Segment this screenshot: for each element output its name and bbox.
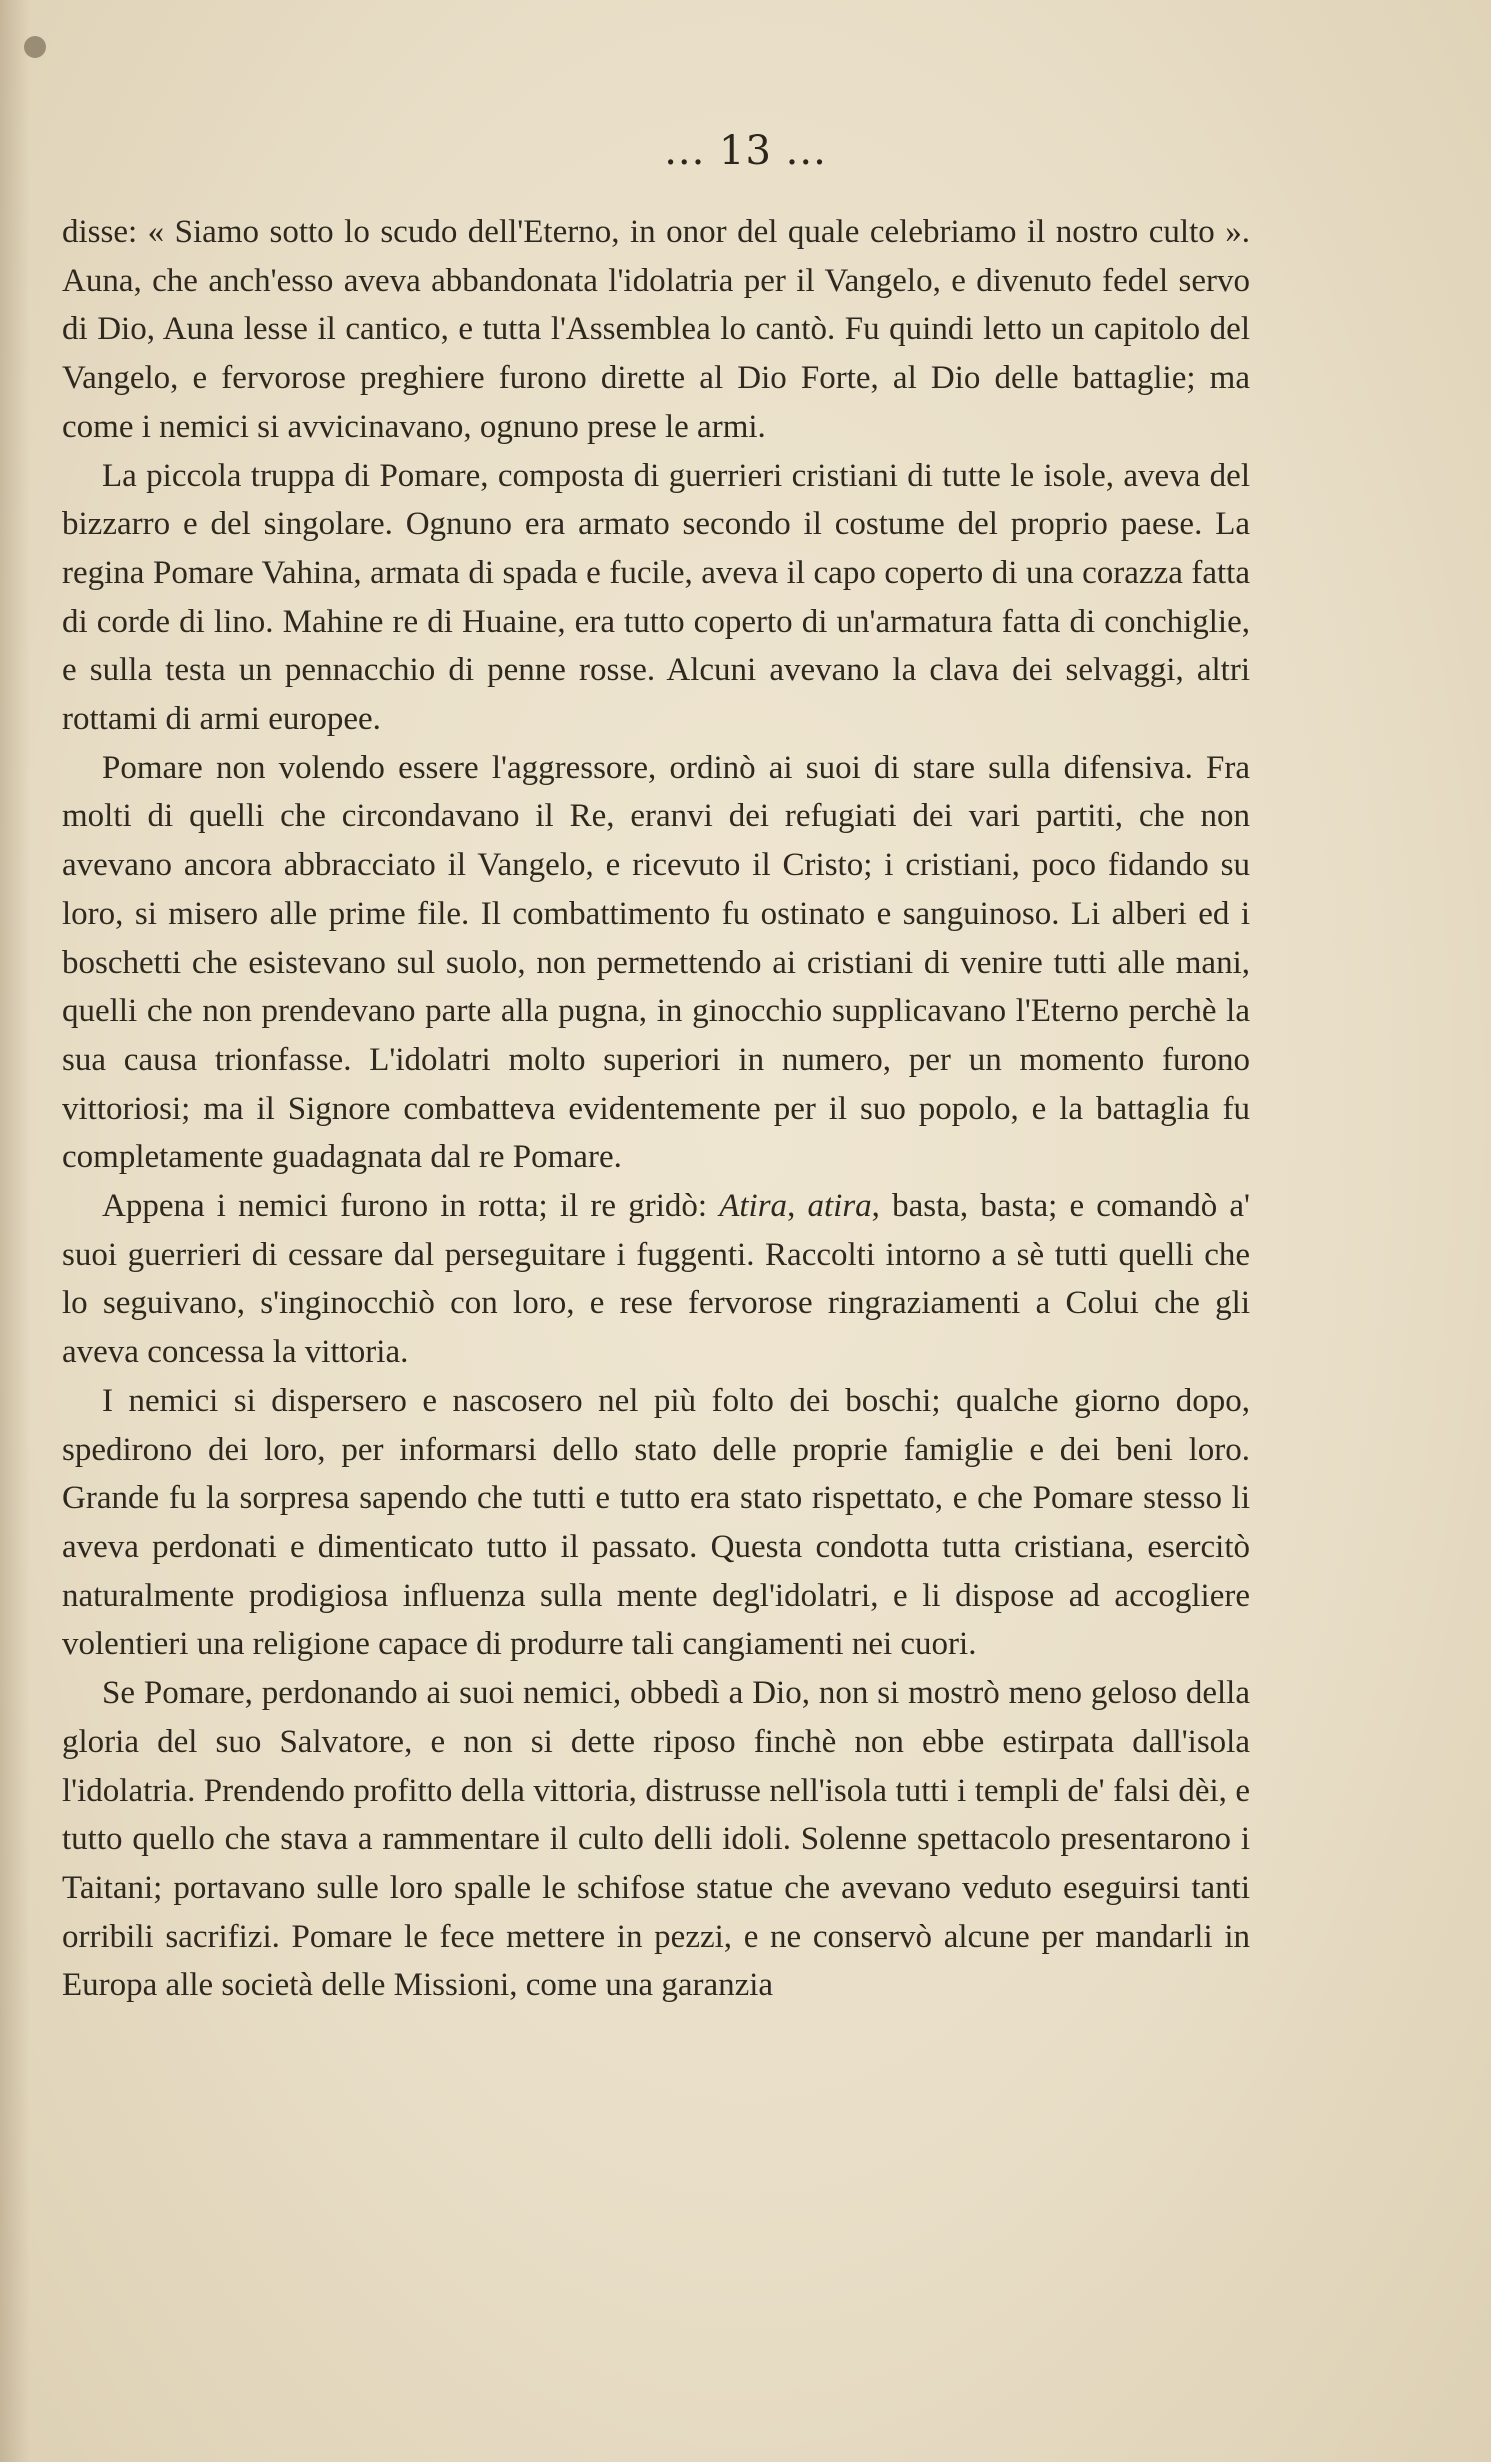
- paragraph-4-text-after: , basta, basta; e comandò a' suoi guerrieri di cessare dal perseguitare i fuggenti. Raccolti intorno a sè tutti quelli che lo seguivano, s'inginocchiò con loro, e rese fervorose ringraziamenti a Colui che gli aveva concessa la vittoria.: [62, 1188, 1251, 1371]
- exclamation-atira-2: atira: [807, 1188, 872, 1225]
- paragraph-5: I nemici si dispersero e nascosero nel più folto dei boschi; qualche giorno dopo, spedirono dei loro, per informarsi dello stato delle proprie famiglie e dei beni loro. Grande fu la sorpresa sapendo che tutti e tutto era stato rispettato, e che Pomare stesso li aveva perdonati e dimenticato tutto il passato. Questa condotta tutta cristiana, esercitò naturalmente prodigiosa influenza sulla mente degl'idolatri, e li dispose ad accogliere volentieri una religione capace di produrre tali cangiamenti nei cuori.: [62, 1382, 1250, 1663]
- paragraph-4-separator: ,: [787, 1188, 808, 1225]
- binding-shadow: [0, 0, 30, 2462]
- body-text: [62, 208, 1250, 2010]
- paragraph-2: La piccola truppa di Pomare, composta di guerrieri cristiani di tutte le isole, aveva del bizzarro e del singolare. Ognuno era armato secondo il costume del proprio paese. La regina Pomare Vahina, armata di spada e fucile, aveva il capo coperto di una corazza fatta di corde di lino. Mahine re di Huaine, era tutto coperto di un'armatura fatta di conchiglie, e sulla testa un pennacchio di penne rosse. Alcuni avevano la clava dei selvaggi, altri rottami di armi europee.: [62, 457, 1250, 738]
- paragraph-4-text-before: Appena i nemici furono in rotta; il re gridò:: [102, 1188, 720, 1225]
- ink-spot: [24, 36, 46, 58]
- paragraph-4: [62, 1182, 1250, 1377]
- exclamation-atira-1: Atira: [719, 1188, 788, 1225]
- paragraph-3: Pomare non volendo essere l'aggressore, ordinò ai suoi di stare sulla difensiva. Fra molti di quelli che circondavano il Re, eranvi dei refugiati dei vari partiti, che non avevano ancora abbracciato il Vangelo, e ricevuto il Cristo; i cristiani, poco fidando su loro, si misero alle prime file. Il combattimento fu ostinato e sanguinoso. Li alberi ed i boschetti che esistevano sul suolo, non permettendo ai cristiani di venire tutti alle mani, quelli che non prendevano parte alla pugna, in ginocchio supplicavano l'Eterno perchè la sua causa trionfasse. L'idolatri molto superiori in numero, per un momento furono vittoriosi; ma il Signore combatteva evidentemente per il suo popolo, e la battaglia fu completamente guadagnata dal re Pomare.: [62, 749, 1250, 1176]
- paragraph-6: Se Pomare, perdonando ai suoi nemici, obbedì a Dio, non si mostrò meno geloso della gloria del suo Salvatore, e non si dette riposo finchè non ebbe estirpata dall'isola l'idolatria. Prendendo profitto della vittoria, distrusse nell'isola tutti i templi de' falsi dèi, e tutto quello che stava a rammentare il culto delli idoli. Solenne spettacolo presentarono i Taitani; portavano sulle loro spalle le schifose statue che avevano veduto eseguirsi tanti orribili sacrifizi. Pomare le fece mettere in pezzi, e ne conservò alcune per mandarli in Europa alle società delle Missioni, come una garanzia: [62, 1675, 1250, 2004]
- paragraph-1: disse: « Siamo sotto lo scudo dell'Eterno, in onor del quale celebriamo il nostro culto ». Auna, che anch'esso aveva abbandonata l'idolatria per il Vangelo, e divenuto fedel servo di Dio, Auna lesse il cantico, e tutta l'Assemblea lo cantò. Fu quindi letto un capitolo del Vangelo, e fervorose preghiere furono dirette al Dio Forte, al Dio delle battaglie; ma come i nemici si avvicinavano, ognuno prese le armi.: [62, 214, 1250, 445]
- page-number-header: ... 13 ...: [664, 128, 827, 174]
